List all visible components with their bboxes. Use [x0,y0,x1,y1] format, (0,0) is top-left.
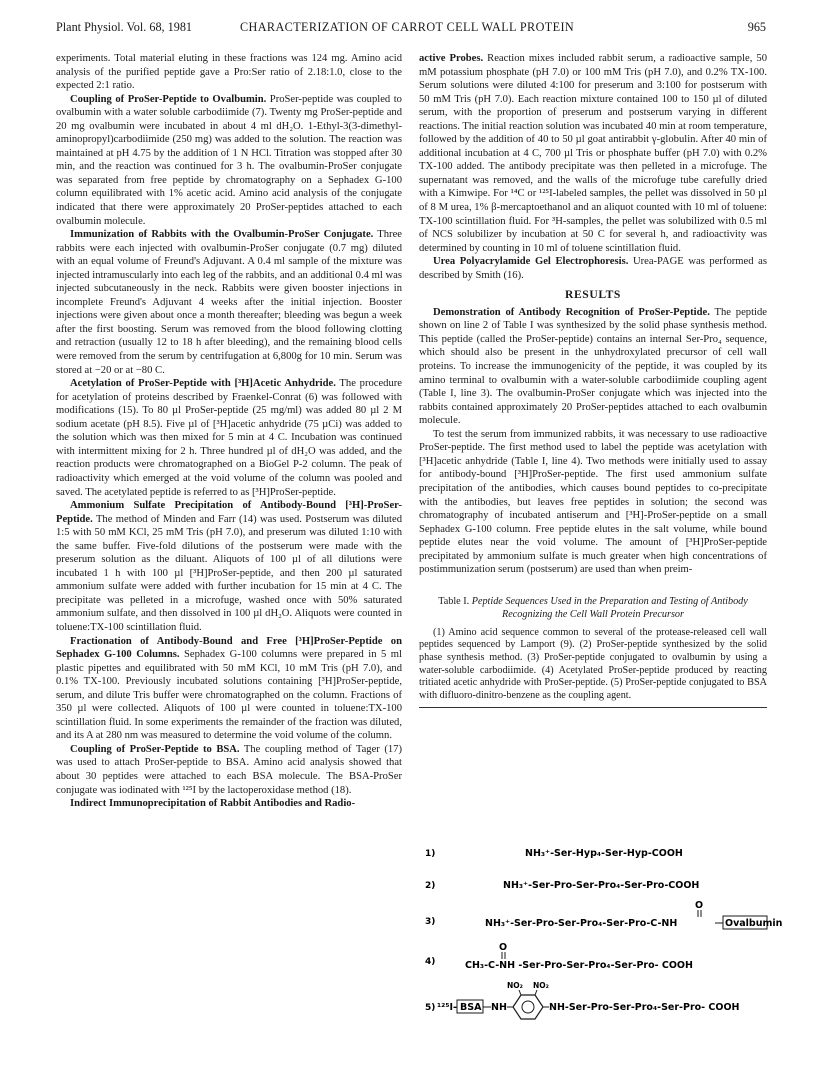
nitro-group-left: NO₂ [507,981,523,990]
paragraph [56,797,402,811]
left-column [56,52,402,811]
section-heading: Ammonium Sulfate Precipitation of Antibody-Bound [³H]-ProSer-Peptide. [56,500,402,525]
row-number: 1) [425,849,436,859]
nitro-group-right: NO₂ [533,981,549,990]
paragraph: Fractionation of Antibody-Bound and Free [³H]ProSer-Peptide on Sephadex G-100 Columns. Sephadex G-100 columns were prepared in 5 ml plastic pipettes and equilibrated with 50 mM KCl, 10 mM Tris (pH 7.0), and 0.1% TX-100. Previously incubated solutions containing [³H]ProSer-peptide, serum, and dilute Tris buffer were chromatographed on the column. Fractions of 350 µl were collected. Aliquots of 100 µl were counted in toluene:TX-100 scintillation fluid. In some experiments the remainder of the fraction was diluted, and its A at 280 nm was measured to determine the void volume of the column. [56,635,402,742]
sequence-2: NH₃⁺-Ser-Pro-Ser-Pro₄-Ser-Pro-COOH [503,880,700,891]
bsa-label: BSA [460,1002,482,1013]
table-description: (1) Amino acid sequence common to several of the protease-released cell wall peptides sequenced by Lamport (9). (2) ProSer-peptide synthesized by the solid phase synthesis method. (3) ProSer-peptide conjugated to ovalbumin by using a water-soluble carbodiimide. (4) Acetylated ProSer-peptide produced by reacting tritiated acetic anhydride with ProSer-peptide. (5) ProSer-peptide conjugated to BSA with difluoro-dinitro-benzene as the coupling agent. [419,626,767,701]
sequence-3: NH₃⁺-Ser-Pro-Ser-Pro₄-Ser-Pro-C-NH [485,918,678,929]
benzene-ring [513,995,543,1019]
section-heading: active Probes. [419,53,484,64]
sequence-4: CH₃-C-NH -Ser-Pro-Ser-Pro₄-Ser-Pro- COOH [465,960,693,971]
section-heading: Acetylation of ProSer-Peptide with [³H]Acetic Anhydride. [70,378,336,390]
journal-citation: Plant Physiol. Vol. 68, 1981 [56,20,193,34]
paragraph: Demonstration of Antibody Recognition of ProSer-Peptide. The peptide shown on line 2 of Table I was synthesized by the solid phase synthesis method. This peptide (called the ProSer-peptide) contains an internal Ser-Pro₄ sequence, which should also be present in the unhydroxylated precursor of cell wall proteins. To increase the immunogenicity of the peptide, it was coupled by its amino terminal to ovalbumin with a water-soluble carbodiimide coupling agent (Table I, line 3). The ovalbumin-ProSer conjugate which was injected into the rabbits contained approximately 20 ProSer-peptides attached to each ovalbumin molecule. [419,306,767,427]
paragraph: Coupling of ProSer-Peptide to BSA. The coupling method of Tager (17) was used to attach ProSer-peptide to BSA. Amino acid analysis showed that about 30 peptides were attached to each BSA molecule. The BSA-ProSer conjugate was iodinated with ¹²⁵I by the lactoperoxidase method (18). [56,743,402,796]
row-number: 5) [425,1003,436,1013]
section-heading: Coupling of ProSer-Peptide to BSA. [70,743,240,755]
linker-nh: NH [491,1002,507,1013]
paragraph: active Probes. Reaction mixes included rabbit serum, a radioactive sample, 50 mM potassium phosphate (pH 7.0) or 100 mM Tris (pH 7.0), and 0.2% TX-100. Serum solutions were diluted 4:100 for preserum and 3:100 for postserum with 50 mM Tris (pH 7.0). Each reaction mixture contained 100 to 150 µl of diluted serum, with the proportion of preserum and postserum varying in different reactions. The initial reaction solution was incubated 40 min at room temperature, followed by the addition of 40 to 50 µl goat antirabbit γ-globulin. After 40 min of additional incubation at 4 C, 700 µl Tris or phosphate buffer (pH 7.0) with 0.2% TX-100 added. The antibody precipitate was then pelleted in a microfuge. The supernatant was removed, and the walls of the microfuge tube carefully dried with a Kimwipe. For ¹⁴C or ¹²⁵I-labeled samples, the pellet was dissolved in 50 µl of 8 M urea, 1% β-mercaptoethanol and an aliquot counted with 10 ml of toluene: TX-100 scintillation fluid. For ³H-samples, the pellet was solubilized with 0.5 ml of NCS solubilizer by incubation at 50 C for several h, and radioactivity was determined by counting in 10 ml of toluene scintillation fluid. [419,53,768,254]
paragraph: Acetylation of ProSer-Peptide with [³H]Acetic Anhydride. The procedure for acetylation of proteins described by Fraenkel-Conrat (6) was followed with modifications (15). To 80 µl ProSer-peptide (25 mg/ml) was added 80 µl 2 M sodium acetate (pH 8.5). Five µl of [³H]acetic anhydride (75 µCi) was added to the solution which was then mixed for 5 min at 4 C. Incubation was continued with intermittent mixing for 2 h. Three hundred µl of dH₂O was added, and the reaction products were chromatographed on a BioGel P-2 column. The peak of radioactivity which emerged at the void volume of the column was pooled and saved. The acetylated peptide is referred to as [³H]ProSer-peptide. [56,378,402,498]
paragraph: Urea Polyacrylamide Gel Electrophoresis. Urea-PAGE was performed as described by Smith (16). [419,256,767,281]
carbonyl-oxygen: O [499,942,508,953]
section-heading: Demonstration of Antibody Recognition of ProSer-Peptide. [433,306,710,318]
paragraph: experiments. Total material eluting in these fractions was 124 mg. Amino acid analysis of the purified peptide gave a Pro:Ser ratio of 2.18:1.0, close to the expected 2:1 ratio. [56,53,402,92]
paragraph: Immunization of Rabbits with the Ovalbumin-ProSer Conjugate. Three rabbits were each injected with ovalbumin-ProSer conjugate (0.7 mg) diluted with an equal volume of Freund's Adjuvant. A 0.4 ml sample of the mixture was injected intramuscularly into each leg of the rabbits, and an additional 0.4 ml was injected subcutaneously in the neck. Rabbits were given booster injections in incomplete Freund's Adjuvant 4 weeks after the initial injection. Booster injections were given about once a month thereafter; bleeding was begun a week after the first boosting. Serum was removed from the blood following clotting and retraction (usually 12 to 18 h after bleeding), and the remaining blood cells were removed from the serum by centrifugation at 6,800g for 10 min. Serum was stored at −20 or at −80 C. [56,229,402,376]
section-heading: Fractionation of Antibody-Bound and Free [³H]ProSer-Peptide on Sephadex G-100 Columns. [56,635,402,661]
table-caption [419,595,767,621]
table-rule [419,707,767,708]
results-heading: RESULTS [565,288,621,302]
running-header [56,20,766,40]
section-heading: Indirect Immunoprecipitation of Rabbit Antibodies and Radio- [70,798,356,810]
section-heading: Urea Polyacrylamide Gel Electrophoresis. [433,256,629,268]
row-number: 3) [425,917,436,927]
ovalbumin-label: Ovalbumin [725,918,783,929]
peptide-sequence-diagram [419,832,783,1032]
paragraph: Ammonium Sulfate Precipitation of Antibody-Bound [³H]-ProSer-Peptide. The method of Minden and Farr (14) was used. Postserum was diluted 1:5 with 50 mM KCl, 25 mM Tris (pH 7.0), and preserum was diluted 1:10 with the same buffer. Five-fold dilutions of the postserum were made with the preserum solution as the diluant. Aliquots of 100 µl of all dilutions were incubated 1 h with 100 µl [³H]ProSer-peptide, and then 200 µl saturated ammonium sulfate were added with further incubation for 15 min at 4 C. The precipitate was pelleted in a microfuge, washed once with 50% saturated ammonium sulfate, and then dissolved in 100 µl dH₂O. Aliquots were counted in toluene:TX-100 scintillation fluid. [56,500,402,633]
section-heading: Immunization of Rabbits with the Ovalbumin-ProSer Conjugate. [70,229,374,241]
carbonyl-oxygen: O [695,900,704,911]
row-number: 4) [425,957,436,967]
iodine-label: ¹²⁵I- [437,1002,457,1013]
sequence-1: NH₃⁺-Ser-Hyp₄-Ser-Hyp-COOH [525,848,683,859]
section-heading: Coupling of ProSer-Peptide to Ovalbumin. [70,93,267,105]
row-number: 2) [425,881,436,891]
right-column [419,52,767,708]
paragraph: To test the serum from immunized rabbits, it was necessary to use radioactive ProSer-peptide. The first method used to label the peptide was acetylation with [³H]acetic anhydride (Table I, line 4). Two methods were initially used to assay for antibody-bound [³H]ProSer-peptide. The first used ammonium sulfate precipitation of the antibodies, which causes bound peptides to co-precipitate with the antibodies, but leaves free peptides in solution; the second was chromatography of incubated antiserum and [³H]-ProSer-peptide on a small Sephadex G-100 column. Free peptide elutes in the salt volume, while bound peptide elutes near the void volume. The amount of [³H]ProSer-peptide precipitated by ammonium sulfate is much greater when high concentrations of postimmunization serum (postserum) are used than when preim- [419,428,767,576]
paragraph: Coupling of ProSer-Peptide to Ovalbumin. ProSer-peptide was coupled to ovalbumin with a water soluble carbodiimide (7). Twenty mg ProSer-peptide and 20 mg ovalbumin were incubated in about 4 ml dH₂O. 1-Ethyl-3(3-dimethyl-aminopropyl)carbodiimide (250 mg) was added to the solution. The reaction was maintained at pH 4.75 by the addition of 1 N HCl. Titration was stopped after 30 min, and the reaction was continued for 3 h. The ovalbumin-ProSer conjugate was separated from free peptide by chromatography on a Sephadex G-100 column equilibrated with 1% acetic acid. Amino acid analysis of the conjugate indicated that there were approximately 20 ProSer-peptides attached to each ovalbumin molecule. [56,93,402,227]
page-number: 965 [747,20,766,34]
table-label: Table I. [438,595,470,607]
running-title: CHARACTERIZATION OF CARROT CELL WALL PROTEIN [240,20,575,34]
table-title: Peptide Sequences Used in the Preparation and Testing of Antibody Recognizing the Cell Wall Protein Precursor [471,595,748,620]
sequence-5: NH-Ser-Pro-Ser-Pro₄-Ser-Pro- COOH [549,1002,740,1013]
